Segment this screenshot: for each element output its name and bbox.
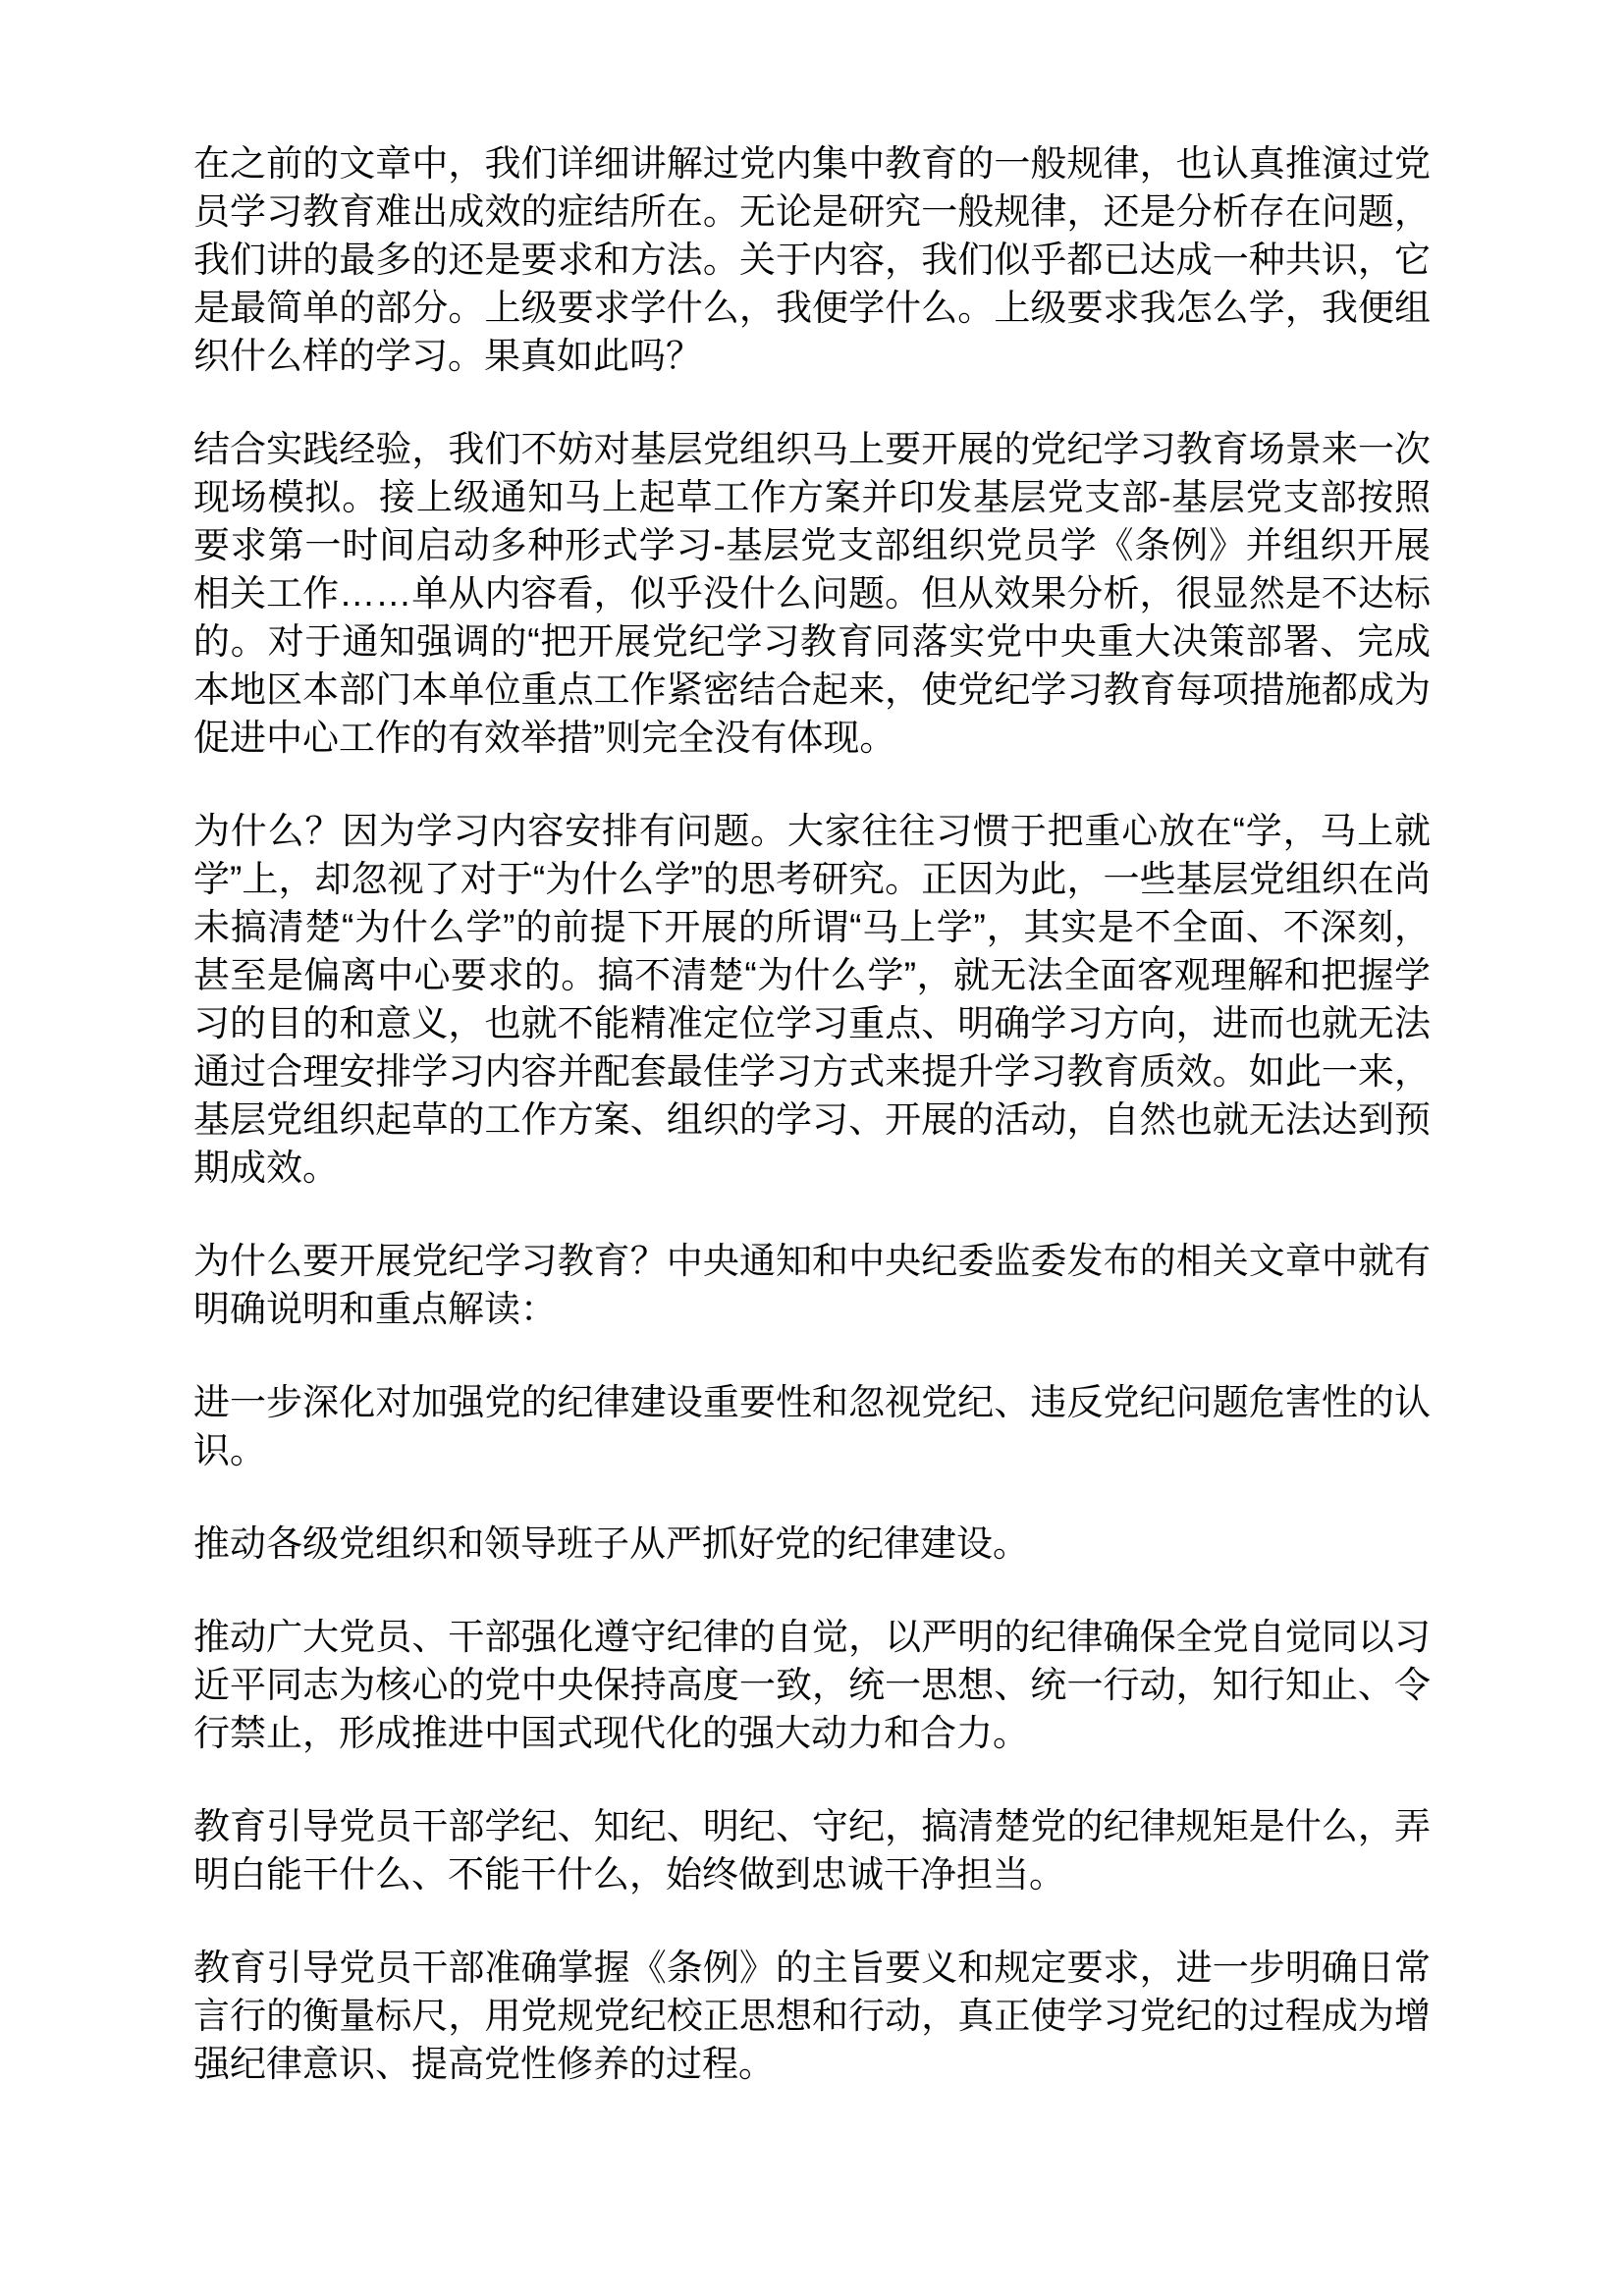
- paragraph-point-3: 推动广大党员、干部强化遵守纪律的自觉，以严明的纪律确保全党自觉同以习近平同志为核心的党中央保持高度一致，统一思想、统一行动，知行知止、令行禁止，形成推进中国式现代化的强大动力和合力。: [193, 1617, 1431, 1753]
- paragraph-question-lead: 为什么要开展党纪学习教育？中央通知和中央纪委监委发布的相关文章中就有明确说明和重点解读：: [193, 1241, 1431, 1329]
- paragraph-why-analysis: 为什么？因为学习内容安排有问题。大家往往习惯于把重心放在“学，马上就学”上，却忽视了对于“为什么学”的思考研究。正因为此，一些基层党组织在尚未搞清楚“为什么学”的前提下开展的所谓“马上学”，其实是不全面、不深刻，甚至是偏离中心要求的。搞不清楚“为什么学”，就无法全面客观理解和把握学习的目的和意义，也就不能精准定位学习重点、明确学习方向，进而也就无法通过合理安排学习内容并配套最佳学习方式来提升学习教育质效。如此一来，基层党组织起草的工作方案、组织的学习、开展的活动，自然也就无法达到预期成效。: [193, 811, 1431, 1188]
- paragraph-intro: 在之前的文章中，我们详细讲解过党内集中教育的一般规律，也认真推演过党员学习教育难出成效的症结所在。无论是研究一般规律，还是分析存在问题，我们讲的最多的还是要求和方法。关于内容，我们似乎都已达成一种共识，它是最简单的部分。上级要求学什么，我便学什么。上级要求我怎么学，我便组织什么样的学习。果真如此吗？: [193, 143, 1431, 376]
- paragraph-point-1: 进一步深化对加强党的纪律建设重要性和忽视党纪、违反党纪问题危害性的认识。: [193, 1382, 1431, 1470]
- paragraph-scenario-simulation: 结合实践经验，我们不妨对基层党组织马上要开展的党纪学习教育场景来一次现场模拟。接上级通知马上起草工作方案并印发基层党支部-基层党支部按照要求第一时间启动多种形式学习-基层党支部组织党员学《条例》并组织开展相关工作……单从内容看，似乎没什么问题。但从效果分析，很显然是不达标的。对于通知强调的“把开展党纪学习教育同落实党中央重大决策部署、完成本地区本部门本单位重点工作紧密结合起来，使党纪学习教育每项措施都成为促进中心工作的有效举措”则完全没有体现。: [193, 429, 1431, 758]
- paragraph-point-5: 教育引导党员干部准确掌握《条例》的主旨要义和规定要求，进一步明确日常言行的衡量标尺，用党规党纪校正思想和行动，真正使学习党纪的过程成为增强纪律意识、提高党性修养的过程。: [193, 1948, 1431, 2084]
- paragraph-point-2: 推动各级党组织和领导班子从严抓好党的纪律建设。: [193, 1523, 1029, 1564]
- article-body: [193, 139, 1431, 2088]
- paragraph-point-4: 教育引导党员干部学纪、知纪、明纪、守纪，搞清楚党的纪律规矩是什么，弄明白能干什么、不能干什么，始终做到忠诚干净担当。: [193, 1806, 1431, 1895]
